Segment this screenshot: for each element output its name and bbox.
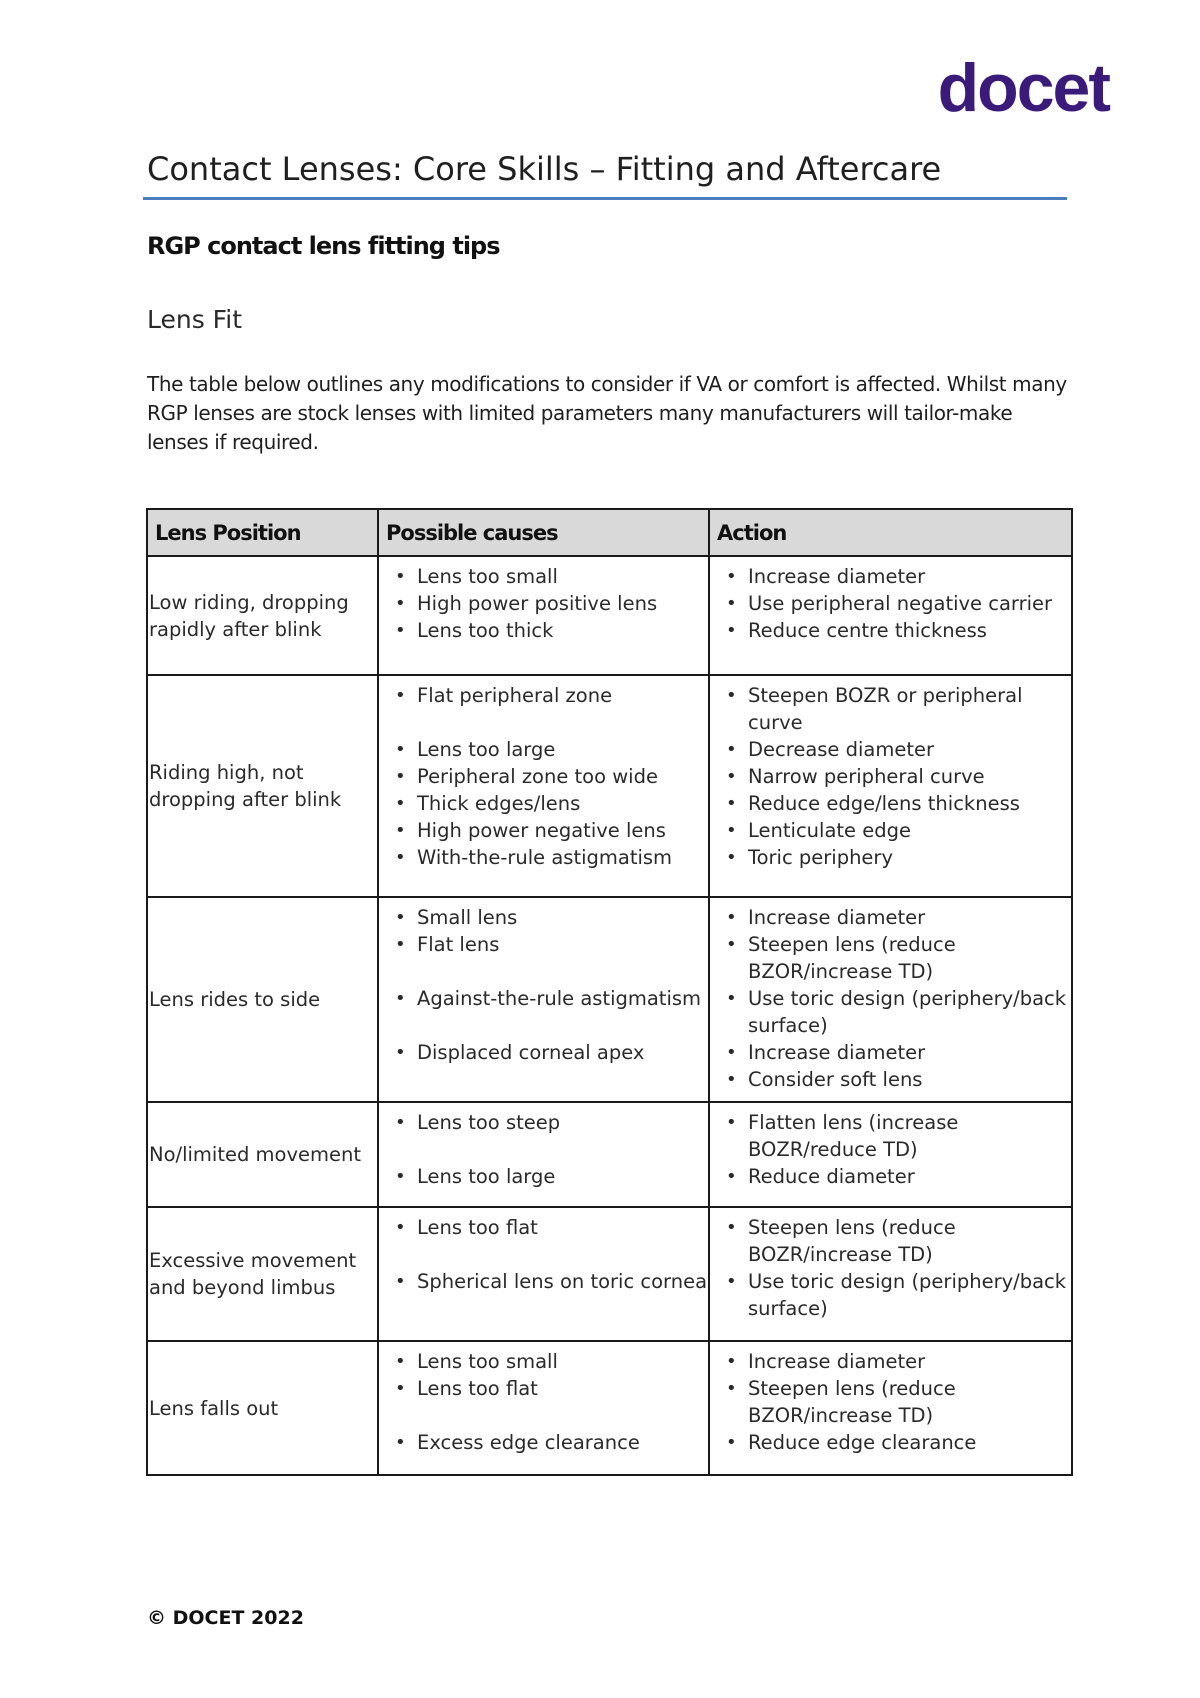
actions-cell [709, 897, 1072, 1102]
list-item: • Flatten lens (increase BOZR/reduce TD) [748, 1109, 1071, 1163]
lens-position-cell: Low riding, dropping rapidly after blink [147, 556, 378, 675]
section-heading: RGP contact lens fitting tips [147, 232, 500, 260]
list-item: • Toric periphery [748, 844, 1071, 871]
sub-heading: Lens Fit [147, 305, 242, 334]
actions-list [710, 563, 1071, 644]
list-item: • High power positive lens [417, 590, 708, 617]
list-item: • Lens too steep [417, 1109, 708, 1136]
header-lens-position: Lens Position [147, 509, 378, 556]
table-row [147, 1207, 1072, 1341]
list-item: • Excess edge clearance [417, 1429, 708, 1456]
list-item: • Steepen lens (reduce BZOR/increase TD) [748, 1375, 1071, 1429]
intro-paragraph: The table below outlines any modifications to consider if VA or comfort is affected. Whilst many RGP lenses are stock lenses with limited parameters many manufacturers will tailor-make lenses if required. [147, 372, 1067, 454]
actions-list [710, 1348, 1071, 1456]
list-item: • Reduce edge/lens thickness [748, 790, 1071, 817]
lens-fit-table [146, 508, 1073, 1476]
table-row [147, 1341, 1072, 1475]
causes-cell [378, 1207, 709, 1341]
lens-position-cell: Lens rides to side [147, 897, 378, 1102]
title-underline [143, 197, 1067, 200]
causes-cell [378, 1102, 709, 1207]
causes-list [379, 1109, 708, 1190]
copyright-footer: © DOCET 2022 [147, 1607, 304, 1629]
header-action: Action [709, 509, 1072, 556]
list-item: • Flat peripheral zone [417, 682, 708, 709]
list-item: • Steepen lens (reduce BZOR/increase TD) [748, 931, 1071, 985]
causes-list [379, 563, 708, 644]
list-item: • Lens too large [417, 736, 708, 763]
list-item: • Spherical lens on toric cornea [417, 1268, 708, 1295]
table-row [147, 556, 1072, 675]
actions-list [710, 1109, 1071, 1190]
lens-position-cell: Lens falls out [147, 1341, 378, 1475]
list-item: • Steepen lens (reduce BOZR/increase TD) [748, 1214, 1071, 1268]
list-item: • Lens too flat [417, 1375, 708, 1402]
actions-cell [709, 1207, 1072, 1341]
causes-cell [378, 556, 709, 675]
list-item: • Displaced corneal apex [417, 1039, 708, 1066]
actions-cell [709, 675, 1072, 897]
list-item: • Reduce diameter [748, 1163, 1071, 1190]
actions-cell [709, 1102, 1072, 1207]
list-item: • With-the-rule astigmatism [417, 844, 708, 871]
list-item: • Lens too flat [417, 1214, 708, 1241]
list-item: • Reduce edge clearance [748, 1429, 1071, 1456]
list-item: • Increase diameter [748, 1039, 1071, 1066]
causes-list [379, 682, 708, 871]
list-item: • Lens too small [417, 1348, 708, 1375]
list-item: • Reduce centre thickness [748, 617, 1071, 644]
header-possible-causes: Possible causes [378, 509, 709, 556]
table-row [147, 1102, 1072, 1207]
causes-cell [378, 897, 709, 1102]
page-title: Contact Lenses: Core Skills – Fitting and Aftercare [147, 150, 942, 188]
list-item: • Lens too small [417, 563, 708, 590]
list-item: • Increase diameter [748, 1348, 1071, 1375]
causes-list [379, 1348, 708, 1456]
list-item: • Increase diameter [748, 563, 1071, 590]
list-item: • Lenticulate edge [748, 817, 1071, 844]
causes-cell [378, 675, 709, 897]
list-item: • Use toric design (periphery/back surface) [748, 1268, 1071, 1322]
actions-cell [709, 556, 1072, 675]
causes-list [379, 904, 708, 1066]
list-item: • Flat lens [417, 931, 708, 958]
lens-position-cell: No/limited movement [147, 1102, 378, 1207]
causes-list [379, 1214, 708, 1295]
causes-cell [378, 1341, 709, 1475]
list-item: • Decrease diameter [748, 736, 1071, 763]
list-item: • Peripheral zone too wide [417, 763, 708, 790]
list-item: • Lens too large [417, 1163, 708, 1190]
actions-list [710, 1214, 1071, 1322]
list-item: • Narrow peripheral curve [748, 763, 1071, 790]
table-row [147, 675, 1072, 897]
list-item: • Use toric design (periphery/back surface) [748, 985, 1071, 1039]
list-item: • Use peripheral negative carrier [748, 590, 1071, 617]
actions-cell [709, 1341, 1072, 1475]
actions-list [710, 904, 1071, 1093]
list-item: • High power negative lens [417, 817, 708, 844]
list-item: • Against-the-rule astigmatism [417, 985, 708, 1012]
lens-position-cell: Excessive movement and beyond limbus [147, 1207, 378, 1341]
lens-position-cell: Riding high, not dropping after blink [147, 675, 378, 897]
list-item: • Steepen BOZR or peripheral curve [748, 682, 1071, 736]
table-header-row [147, 509, 1072, 556]
list-item: • Small lens [417, 904, 708, 931]
actions-list [710, 682, 1071, 871]
list-item: • Consider soft lens [748, 1066, 1071, 1093]
list-item: • Lens too thick [417, 617, 708, 644]
docet-logo: docet [937, 50, 1109, 126]
list-item: • Increase diameter [748, 904, 1071, 931]
list-item: • Thick edges/lens [417, 790, 708, 817]
table-row [147, 897, 1072, 1102]
